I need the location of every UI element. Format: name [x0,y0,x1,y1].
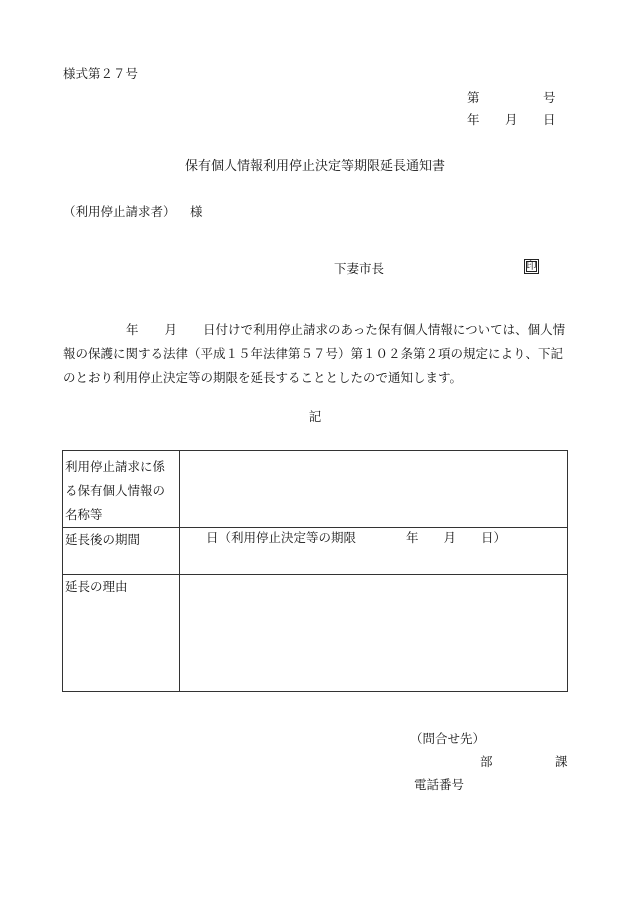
date-month-label: 月 [505,112,518,127]
details-table [62,450,568,692]
table-value-cell[interactable] [180,528,568,575]
contact-label: （問合せ先） [410,731,486,746]
row-label-extension-reason: 延長の理由 [65,579,128,594]
issuer-name: 下妻市長 [334,261,385,276]
seal-icon [524,259,539,274]
addressee-placeholder: （利用停止請求者） [63,204,176,219]
body-line-1 [63,318,567,342]
table-row [63,575,568,692]
body-line-3: のとおり利用停止決定等の期限を延長することとしたので通知します。 [63,370,463,385]
document-number-suffix: 号 [543,90,556,105]
table-label-cell [63,528,180,575]
seal-char: 印 [526,261,537,272]
addressee-honorific: 様 [190,204,203,219]
contact-section-label: 課 [555,754,568,769]
table-value-cell[interactable] [180,451,568,528]
body-year-label: 年 [126,322,139,337]
ki-heading: 記 [308,409,322,424]
document-number-prefix: 第 [467,90,480,105]
notice-body [63,318,567,390]
row-label-info-name: 利用停止請求に係る保有個人情報の名称等 [65,459,166,522]
table-label-cell [63,451,180,528]
form-number: 様式第２７号 [63,66,139,81]
row-label-extended-period: 延長後の期間 [65,532,141,547]
contact-department-label: 部 [480,754,493,769]
body-line-1-text: 日付けで利用停止請求のあった保有個人情報については、個人情 [203,322,566,337]
table-row [63,451,568,528]
document-title: 保有個人情報利用停止決定等期限延長通知書 [184,159,445,174]
table-label-cell [63,575,180,692]
row-value-extended-period: 日（利用停止決定等の期限 年 月 日） [206,530,507,545]
contact-phone-label: 電話番号 [414,777,465,792]
body-month-label: 月 [164,322,178,337]
table-value-cell[interactable] [180,575,568,692]
table-row [63,528,568,575]
body-line-2: 報の保護に関する法律（平成１５年法律第５７号）第１０２条第２項の規定により、下記 [63,346,564,361]
date-year-label: 年 [467,112,480,127]
date-day-label: 日 [543,112,556,127]
